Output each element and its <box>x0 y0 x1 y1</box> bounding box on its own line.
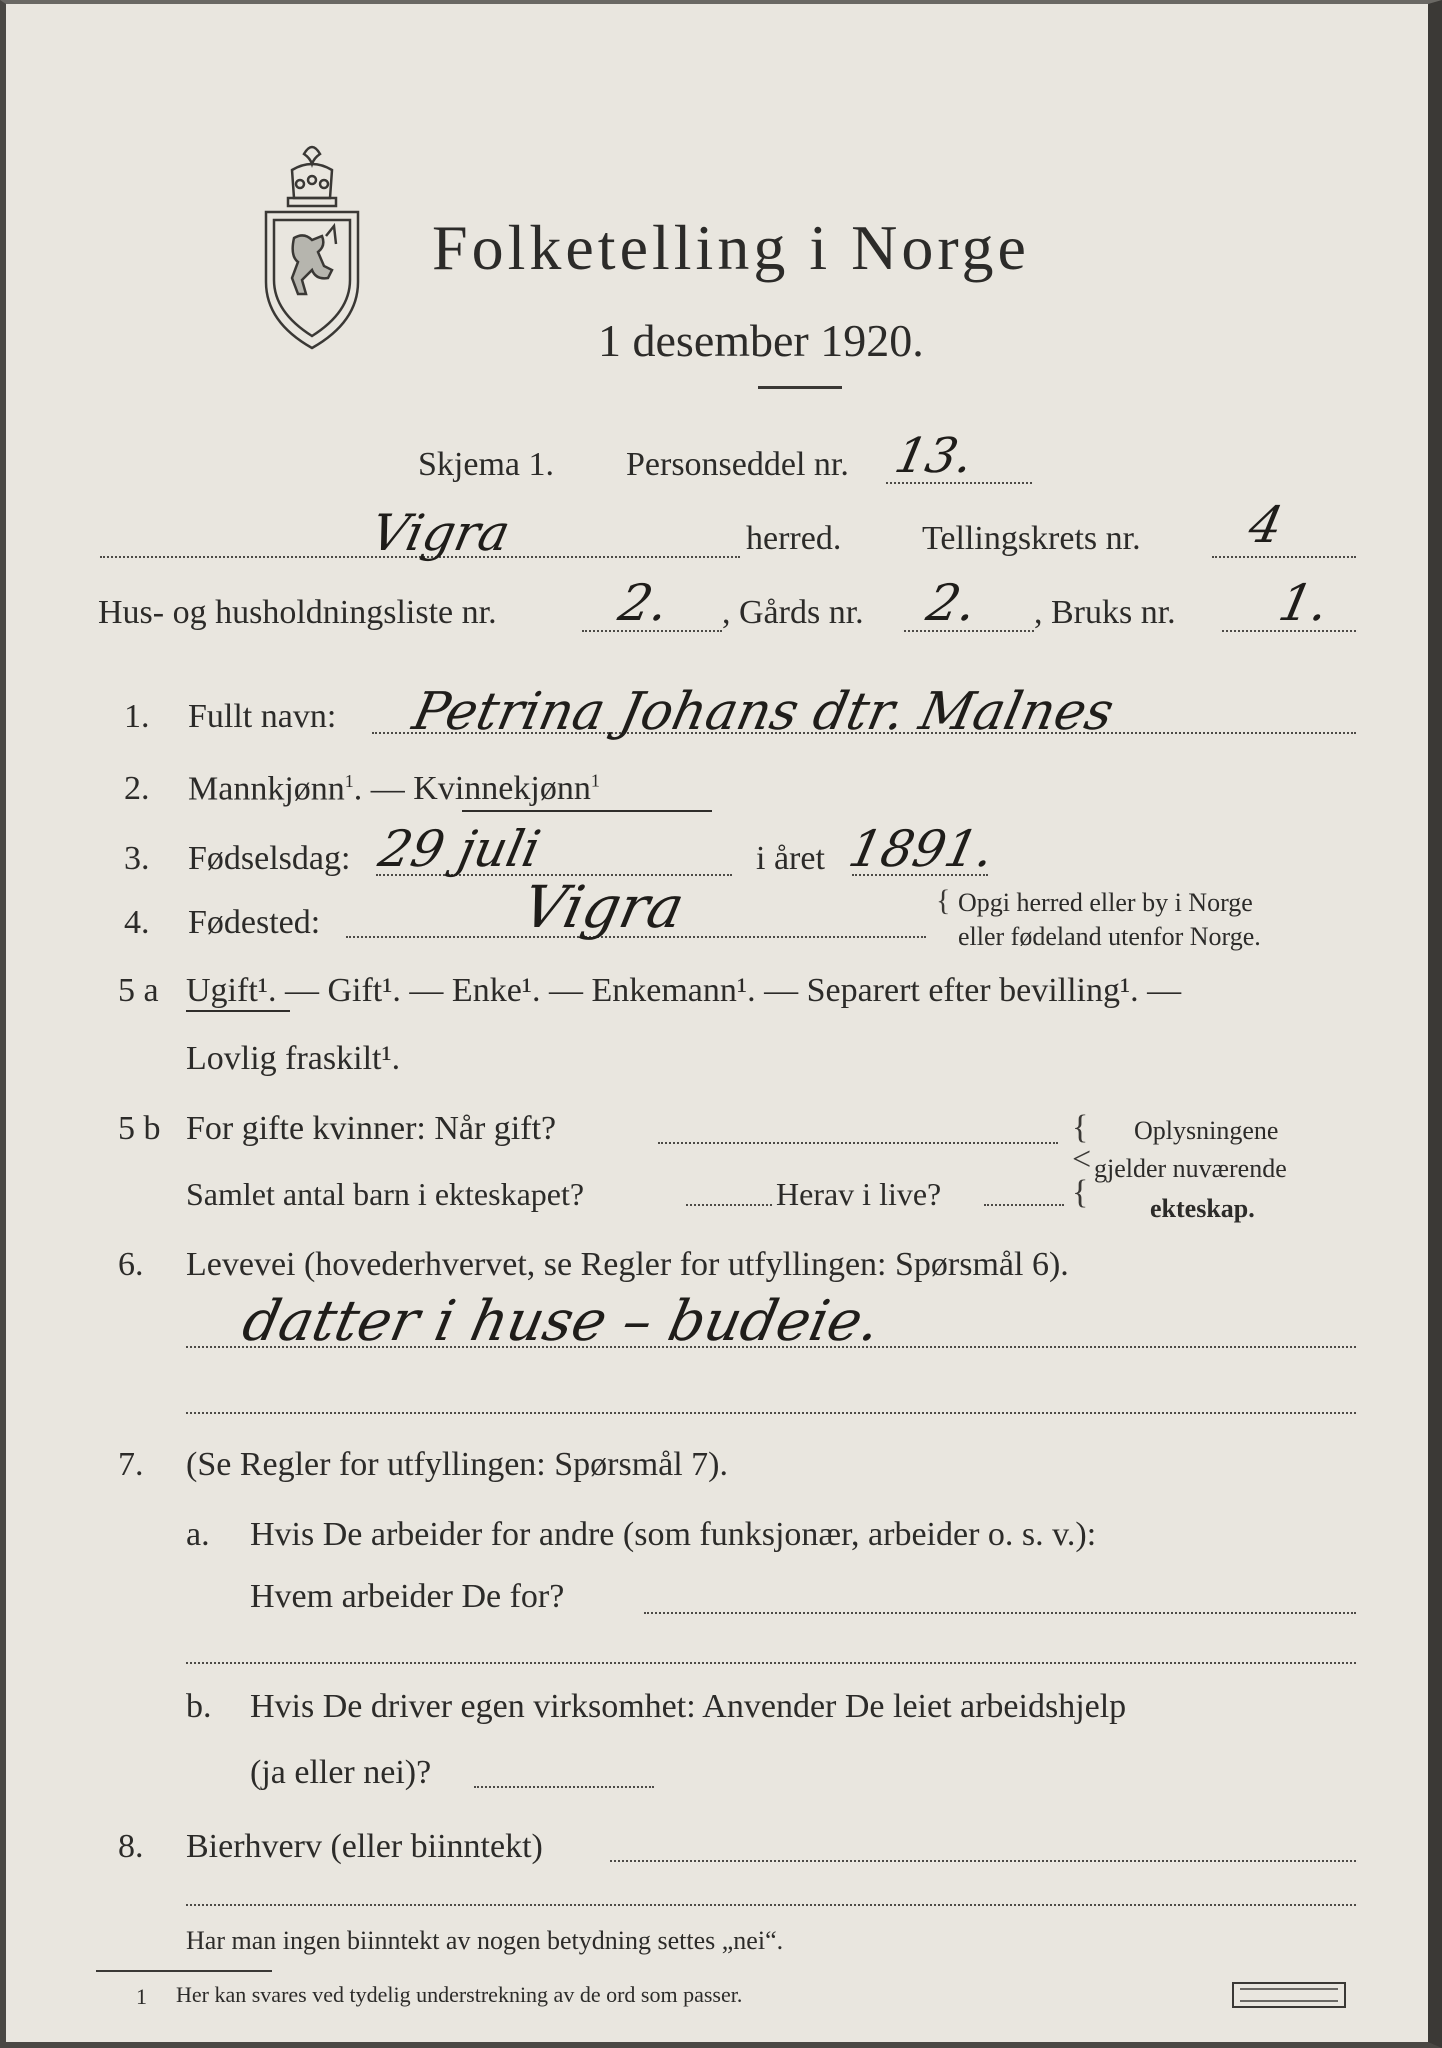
q1-label: Fullt navn: <box>188 698 337 735</box>
q6-number: 6. <box>118 1246 144 1283</box>
printer-stamp <box>1232 1982 1346 2008</box>
norwegian-coat-of-arms-icon <box>252 140 372 355</box>
q5b-note-line3: ekteskap. <box>1150 1194 1255 1223</box>
q3-label: Fødselsdag: <box>188 840 351 877</box>
q7a-line2: Hvem arbeider De for? <box>250 1578 565 1615</box>
bierhverv-note: Har man ingen biinntekt av nogen betydning settes „nei“. <box>186 1926 784 1955</box>
hus-value: 2. <box>613 574 674 632</box>
census-form: Folketelling i Norge 1 desember 1920. Skjema 1. Personseddel nr. 13. Vigra herred. Tellingskrets nr. 4 Hus- og husholdningsliste nr. 2. , Gårds nr. 2. , Bruks nr. 1. 1. Fullt navn: Petrina Johans dtr. Malnes 2. Mannkjønn$^1$. — Kvinnekjønn$^1$ 3. Fødselsdag: 29 juli i året 1891. 4. Fødested: Vigra { Opgi herred eller by i Norge eller fødeland utenfor Norge. 5 a Ugift¹. — Gift¹. — Enke¹. — Enkemann¹. — Separert efter bevilling¹. — Lovlig fraskilt¹. 5 b For gifte kvinner: Når gift? Samlet antal barn i ekteskapet? Herav i live? { < { Oplysningene gjelder nuværende ekteskap. 6. Levevei (hovederhvervet, se Regler for utfyllingen: Spørsmål 6). datter i huse – budeie. 7. (Se Regler for utfyllingen: Spørsmål 7). a. Hvis De arbeider for andre (som funksjonær, arbeider o. s. v.): Hvem arbeider De for? b. Hvis De driver egen virksomhet: Anvender De leiet arbeidshjelp (ja eller nei)? 8. Bierhverv (eller biinntekt) Har man ingen biinntekt av nogen betydning settes „nei“. 1 Her kan svares ved tydelig understrekning av de ord som passer. <box>0 0 1442 2048</box>
option-mannkjonn: Mannkjønn <box>188 770 345 808</box>
q7b-line2: (ja eller nei)? <box>250 1754 432 1791</box>
q8-number: 8. <box>118 1828 144 1865</box>
year-label: i året <box>756 840 825 877</box>
birth-year-value: 1891. <box>843 820 1000 878</box>
personseddel-value: 13. <box>890 428 979 484</box>
birthday-value: 29 juli <box>373 820 546 878</box>
q7-label: (Se Regler for utfyllingen: Spørsmål 7). <box>186 1446 729 1483</box>
q7b-line1: Hvis De driver egen virksomhet: Anvender De leiet arbeidshjelp <box>250 1688 1127 1725</box>
personseddel-label: Personseddel nr. <box>626 446 849 483</box>
q1-number: 1. <box>124 698 150 735</box>
q7a-letter: a. <box>186 1516 210 1553</box>
q6-label: Levevei (hovederhvervet, se Regler for utfyllingen: Spørsmål 6). <box>186 1246 1069 1283</box>
q4-number: 4. <box>124 904 150 941</box>
bruks-label: , Bruks nr. <box>1034 594 1176 631</box>
q4-label: Fødested: <box>188 904 321 941</box>
bruks-value: 1. <box>1273 574 1334 632</box>
herred-value: Vigra <box>365 504 516 562</box>
q5b-children-question: Samlet antal barn i ekteskapet? <box>186 1176 585 1212</box>
q5a-options-line2: Lovlig fraskilt¹. <box>186 1040 401 1077</box>
q4-note-line1: Opgi herred eller by i Norge <box>958 888 1253 917</box>
ugift-underline <box>186 1010 290 1012</box>
q7b-letter: b. <box>186 1688 212 1725</box>
q7-number: 7. <box>118 1446 144 1483</box>
full-name-value: Petrina Johans dtr. Malnes <box>407 682 1119 742</box>
occupation-value: datter i huse – budeie. <box>237 1289 887 1354</box>
footnote-divider <box>96 1970 272 1972</box>
q2-number: 2. <box>124 770 150 807</box>
kvinnekjonn-underline <box>462 810 712 812</box>
census-date: 1 desember 1920. <box>598 315 924 366</box>
q5b-married-question: For gifte kvinner: Når gift? <box>186 1110 557 1147</box>
q5a-options: Ugift¹. — Gift¹. — Enke¹. — Enkemann¹. — Separert efter bevilling¹. — <box>186 972 1182 1009</box>
q5a-number: 5 a <box>118 972 159 1009</box>
q7a-line1: Hvis De arbeider for andre (som funksjonær, arbeider o. s. v.): <box>250 1516 1097 1553</box>
q3-number: 3. <box>124 840 150 877</box>
q5b-number: 5 b <box>118 1110 161 1147</box>
q2-options: Mannkjønn$^1$. — Kvinnekjønn$^1$ <box>188 770 600 808</box>
schema-label: Skjema 1. <box>418 446 554 483</box>
q4-note-line2: eller fødeland utenfor Norge. <box>958 922 1261 951</box>
option-kvinnekjonn: Kvinnekjønn$^1$ <box>413 770 600 808</box>
q5b-note-line2: gjelder nuværende <box>1094 1154 1287 1183</box>
gards-label: , Gårds nr. <box>722 594 864 631</box>
tellingskrets-value: 4 <box>1243 496 1288 554</box>
gards-value: 2. <box>921 574 982 632</box>
hus-label: Hus- og husholdningsliste nr. <box>98 594 497 631</box>
tellingskrets-label: Tellingskrets nr. <box>922 520 1141 557</box>
title-divider <box>758 386 842 389</box>
birthplace-value: Vigra <box>516 873 691 941</box>
herred-label: herred. <box>746 520 842 557</box>
q5b-alive-question: Herav i live? <box>776 1176 942 1212</box>
q8-label: Bierhverv (eller biinntekt) <box>186 1828 543 1865</box>
q5b-note-line1: Oplysningene <box>1134 1116 1279 1145</box>
form-title: Folketelling i Norge <box>432 212 1030 283</box>
footnote-mark: 1 <box>136 1984 147 2009</box>
footnote-text: Her kan svares ved tydelig understrekning av de ord som passer. <box>176 1982 743 2007</box>
